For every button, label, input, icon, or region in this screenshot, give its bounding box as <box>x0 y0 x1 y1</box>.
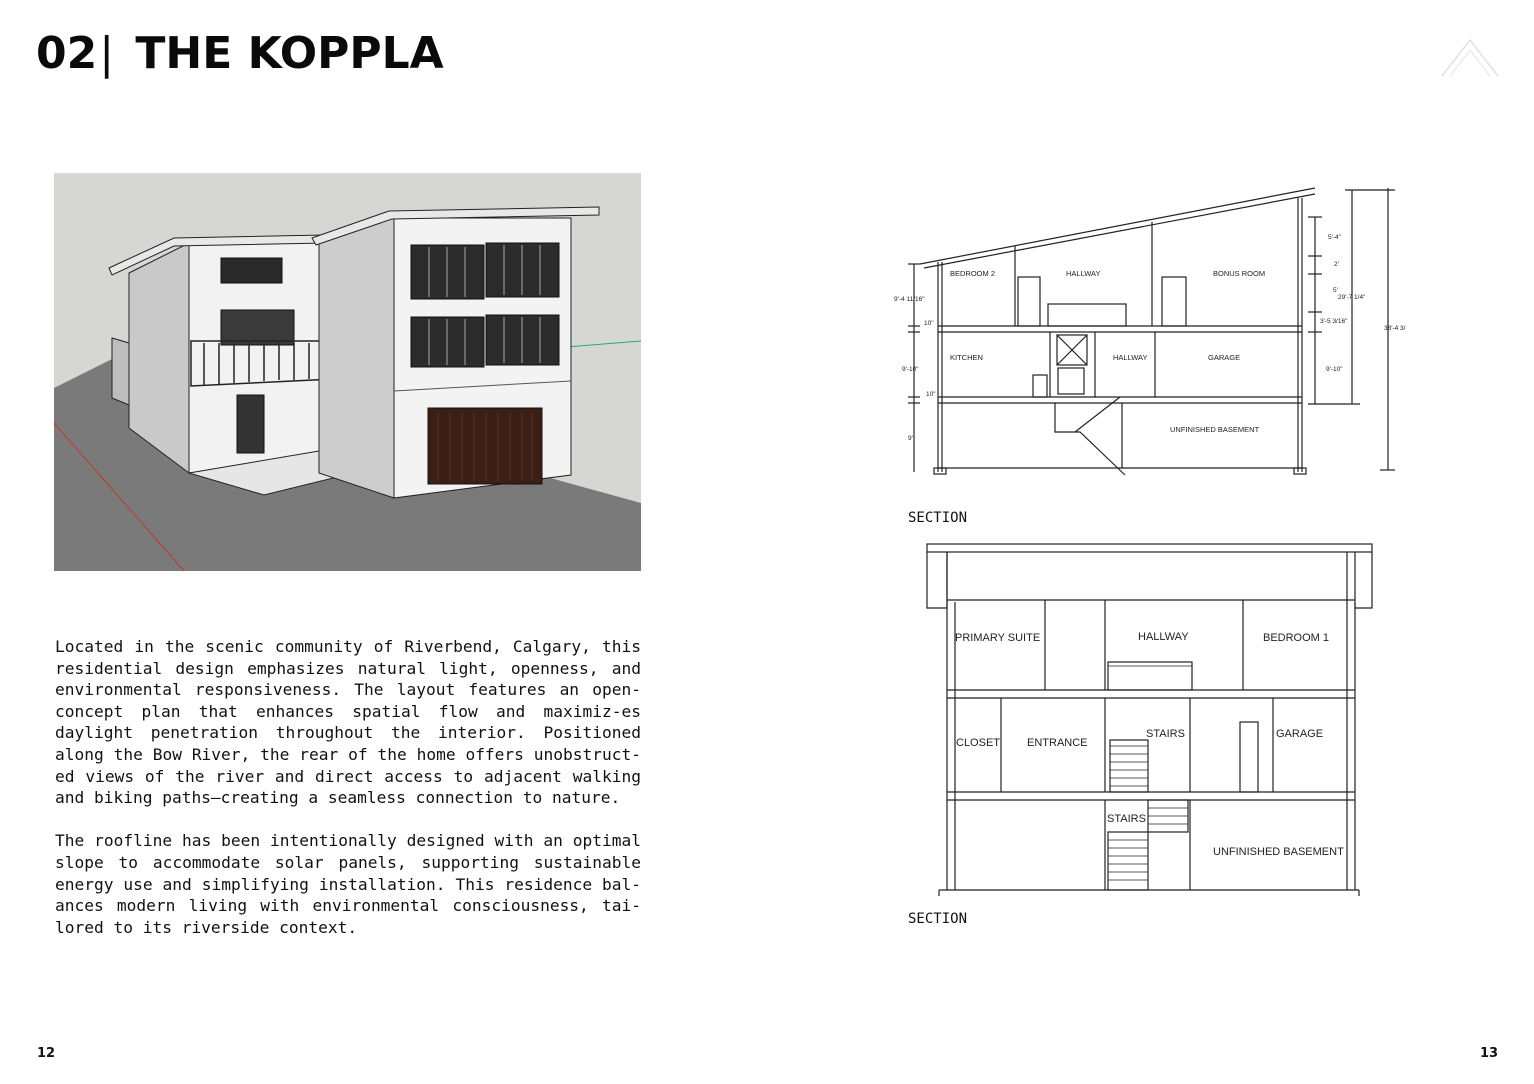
dimension-label: 9'-10" <box>1326 366 1343 373</box>
dimension-label: 29'-7 1/4" <box>1338 294 1366 301</box>
room-label: STAIRS <box>1107 813 1146 825</box>
page-title <box>36 28 444 79</box>
section-drawing-1 <box>890 182 1410 482</box>
room-label: BEDROOM 2 <box>950 269 996 278</box>
title-separator: | <box>99 28 115 79</box>
room-label: GARAGE <box>1208 353 1241 362</box>
project-title: THE KOPPLA <box>135 28 444 79</box>
room-label: PRIMARY SUITE <box>955 632 1041 644</box>
room-label: HALLWAY <box>1138 631 1189 643</box>
room-label: GARAGE <box>1276 728 1324 740</box>
dimension-label: 9'-4 11/16" <box>894 296 925 303</box>
room-label: BEDROOM 1 <box>1263 632 1330 644</box>
room-label: HALLWAY <box>1113 353 1148 362</box>
dimension-label: 38'-4 3/ <box>1384 325 1406 332</box>
dimension-label: 5'-4" <box>1328 234 1341 241</box>
logo-icon <box>1440 36 1500 80</box>
room-label: STAIRS <box>1146 728 1185 740</box>
house-render-image <box>54 173 641 571</box>
section-drawing-2 <box>925 542 1377 900</box>
dimension-label: 5' <box>1333 287 1338 294</box>
description-paragraph-2: The roofline has been intentionally designed with an optimal slope to accommodate solar panels, supporting sustainable energy use and simplifying installation. This residence bal-ances modern living with environmental consciousness, tai-lored to its riverside context. <box>55 831 641 937</box>
room-label: UNFINISHED BASEMENT <box>1213 846 1344 858</box>
page-number-right: 13 <box>1480 1046 1499 1061</box>
dimension-label: 10" <box>924 320 934 327</box>
dimension-label: 3'-5 3/16" <box>1320 318 1348 325</box>
project-description <box>55 636 641 960</box>
page-number-left: 12 <box>37 1046 56 1061</box>
room-label: CLOSET <box>956 737 1001 749</box>
dimension-label: 9'-10" <box>902 366 919 373</box>
dimension-label: 9' <box>908 435 913 442</box>
room-label: HALLWAY <box>1066 269 1101 278</box>
room-label: BONUS ROOM <box>1213 269 1266 278</box>
dimension-label: 2' <box>1334 261 1339 268</box>
room-label: ENTRANCE <box>1027 737 1088 749</box>
dimension-label: 10" <box>926 391 936 398</box>
room-label: UNFINISHED BASEMENT <box>1170 425 1260 434</box>
section-number: 02 <box>36 28 98 79</box>
section-label-1: SECTION <box>908 510 968 526</box>
section-label-2: SECTION <box>908 911 968 927</box>
description-paragraph-1: Located in the scenic community of Riverbend, Calgary, this residential design emphasizes natural light, openness, and environmental responsiveness. The layout features an open-concept plan that enhances spatial flow and maximiz-es daylight penetration throughout the interior. Positioned along the Bow River, the rear of the home offers unobstruct-ed views of the river and direct access to adjacent walking and biking paths—creating a seamless connection to nature. <box>55 637 641 808</box>
room-label: KITCHEN <box>950 353 983 362</box>
